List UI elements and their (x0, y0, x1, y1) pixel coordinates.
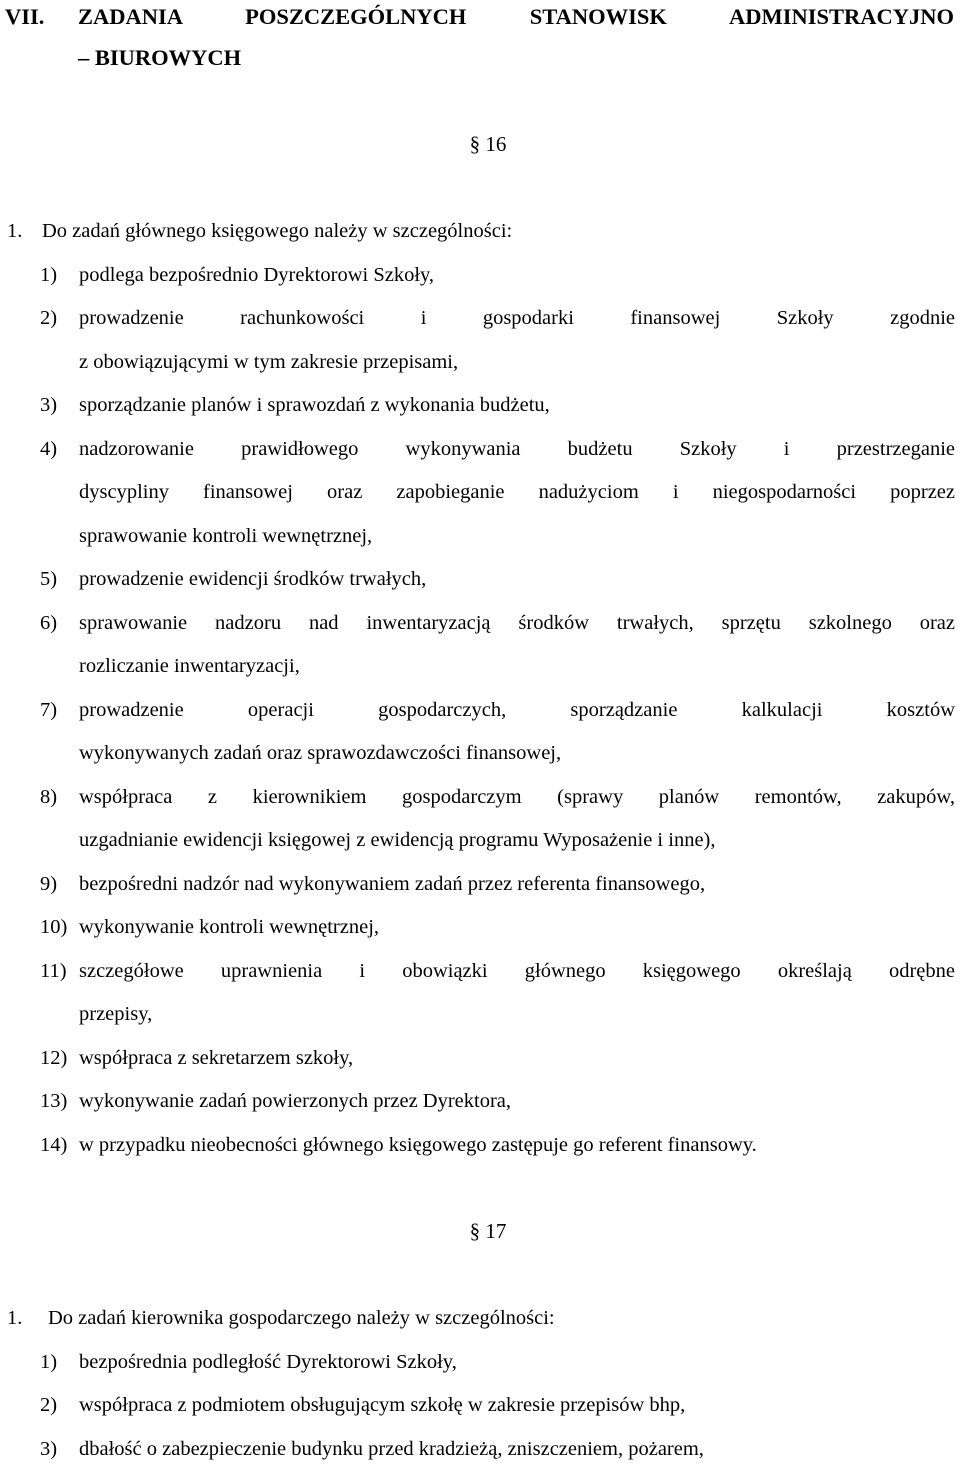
list-item-text: rozliczanie inwentaryzacji, (79, 655, 300, 677)
list-item-text: współpraca z kierownikiem gospodarczym (sprawy planów remontów, zakupów, (79, 786, 955, 808)
list-item-text: podlega bezpośrednio Dyrektorowi Szkoły, (79, 264, 435, 286)
list-item-text: dbałość o zabezpieczenie budynku przed kradzieżą, zniszczeniem, pożarem, (79, 1438, 704, 1460)
list-item-number: 1) (40, 264, 58, 286)
list-item-text: bezpośredni nadzór nad wykonywaniem zadań przez referenta finansowego, (79, 873, 706, 895)
section-16-intro-number: 1. (7, 220, 23, 242)
list-item-text: sprawowanie kontroli wewnętrznej, (79, 525, 373, 547)
list-item-text: wykonywanie zadań powierzonych przez Dyrektora, (79, 1090, 512, 1112)
section-17-intro-text: Do zadań kierownika gospodarczego należy w szczególności: (48, 1307, 555, 1329)
paragraph-17-symbol: § 17 (469, 1219, 507, 1243)
list-item-text: bezpośrednia podległość Dyrektorowi Szkoły, (79, 1351, 457, 1373)
list-item-text: w przypadku nieobecności głównego księgowego zastępuje go referent finansowy. (79, 1134, 757, 1156)
list-item-text: dyscypliny finansowej oraz zapobieganie nadużyciom i niegospodarności poprzez (79, 481, 955, 503)
list-item-number: 8) (40, 786, 58, 808)
chapter-title-line-1: ZADANIA POSZCZEGÓLNYCH STANOWISK ADMINISTRACYJNO (78, 4, 954, 29)
list-item-number: 10) (40, 916, 68, 938)
list-item-text: sporządzanie planów i sprawozdań z wykonania budżetu, (79, 394, 550, 416)
chapter-number: VII. (5, 4, 45, 29)
chapter-title-line-2: – BIUROWYCH (78, 45, 242, 70)
section-17-intro-number: 1. (7, 1307, 23, 1329)
list-item-text: nadzorowanie prawidłowego wykonywania budżetu Szkoły i przestrzeganie (79, 438, 955, 460)
list-item-number: 11) (40, 960, 67, 982)
list-item-number: 2) (40, 307, 58, 329)
list-item-text: współpraca z sekretarzem szkoły, (79, 1047, 354, 1069)
list-item-text: szczegółowe uprawnienia i obowiązki głównego księgowego określają odrębne (79, 960, 955, 982)
list-item-number: 3) (40, 1438, 58, 1460)
list-item-number: 3) (40, 394, 58, 416)
section-16-intro-text: Do zadań głównego księgowego należy w szczególności: (42, 220, 513, 242)
list-item-number: 2) (40, 1394, 58, 1416)
list-item-text: wykonywanie kontroli wewnętrznej, (79, 916, 380, 938)
list-item-number: 4) (40, 438, 58, 460)
list-item-number: 7) (40, 699, 58, 721)
paragraph-16-symbol: § 16 (469, 132, 507, 156)
list-item-text: wykonywanych zadań oraz sprawozdawczości finansowej, (79, 742, 562, 764)
list-item-number: 13) (40, 1090, 68, 1112)
list-item-text: sprawowanie nadzoru nad inwentaryzacją środków trwałych, sprzętu szkolnego oraz (79, 612, 955, 634)
list-item-number: 6) (40, 612, 58, 634)
list-item-number: 1) (40, 1351, 58, 1373)
list-item-number: 5) (40, 568, 58, 590)
list-item-text: z obowiązującymi w tym zakresie przepisami, (79, 351, 459, 373)
list-item-text: przepisy, (79, 1003, 153, 1025)
list-item-number: 14) (40, 1134, 68, 1156)
list-item-text: współpraca z podmiotem obsługującym szkołę w zakresie przepisów bhp, (79, 1394, 686, 1416)
list-item-text: prowadzenie ewidencji środków trwałych, (79, 568, 427, 590)
list-item-number: 12) (40, 1047, 68, 1069)
list-item-text: uzgadnianie ewidencji księgowej z ewidencją programu Wyposażenie i inne), (79, 829, 716, 851)
list-item-number: 9) (40, 873, 58, 895)
list-item-text: prowadzenie rachunkowości i gospodarki finansowej Szkoły zgodnie (79, 307, 955, 329)
list-item-text: prowadzenie operacji gospodarczych, sporządzanie kalkulacji kosztów (79, 699, 955, 721)
